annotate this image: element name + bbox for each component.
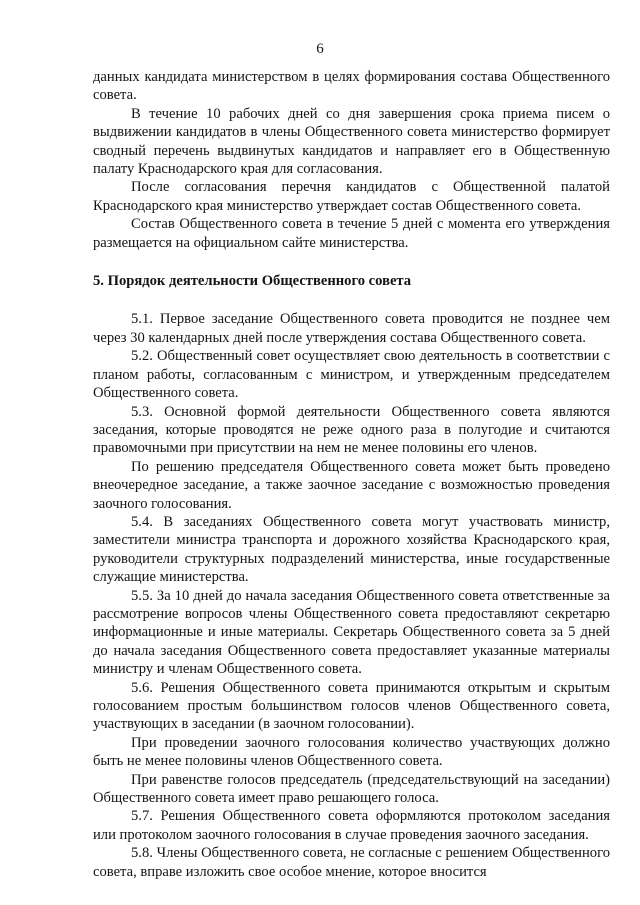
- paragraph-extraordinary-meeting: По решению председателя Общественного совета может быть проведено внеочередное заседание, а также заочное заседание с возможностью проведения заочного голосования.: [93, 458, 610, 512]
- paragraph-5-7: 5.7. Решения Общественного совета оформляются протоколом заседания или протоколом заочного голосования в случае проведения заочного заседания.: [93, 808, 610, 843]
- paragraph-candidate-list: В течение 10 рабочих дней со дня завершения срока приема писем о выдвижении кандидатов в члены Общественного совета министерство формирует сводный перечень выдвинутых кандидатов и направляет его в Общественную палату Краснодарского края для согласования.: [93, 105, 610, 178]
- paragraph-5-1: 5.1. Первое заседание Общественного совета проводится не позднее чем через 30 календарных дней после утверждения состава Общественного совета.: [93, 311, 610, 346]
- paragraph-publication: Состав Общественного совета в течение 5 дней с момента его утверждения размещается на официальном сайте министерства.: [93, 216, 610, 251]
- paragraph-5-8: 5.8. Члены Общественного совета, не согласные с решением Общественного совета, вправе изложить свое особое мнение, которое вносится: [93, 845, 610, 880]
- paragraph-5-2: 5.2. Общественный совет осуществляет свою деятельность в соответствии с планом работы, согласованным с министром, и утвержденным председателем Общественного совета.: [93, 348, 610, 402]
- paragraph-5-4: 5.4. В заседаниях Общественного совета могут участвовать министр, заместители министра транспорта и дорожного хозяйства Краснодарского края, руководители структурных подразделений министерства, иные государственные служащие министерства.: [93, 513, 610, 586]
- paragraph-5-5: 5.5. За 10 дней до начала заседания Общественного совета ответственные за рассмотрение вопросов члены Общественного совета предоставляют секретарю информационные и иные материалы. Секретарь Общественного совета за 5 дней до начала заседания Общественного совета предоставляет указанные материалы министру и членам Общественного совета.: [93, 587, 610, 678]
- paragraph-5-3: 5.3. Основной формой деятельности Общественного совета являются заседания, которые проводятся не реже одного раза в полугодие и считаются правомочными при присутствии на нем не менее половины его членов.: [93, 403, 610, 457]
- paragraph-continuation: данных кандидата министерством в целях формирования состава Общественного совета.: [93, 69, 610, 104]
- paragraph-absentee-vote: При проведении заочного голосования количество участвующих должно быть не менее половины членов Общественного совета.: [93, 734, 610, 770]
- section-heading: 5. Порядок деятельности Общественного совета: [93, 273, 412, 290]
- document-body: [93, 68, 610, 881]
- page-number: 6: [316, 41, 324, 57]
- paragraph-5-6: 5.6. Решения Общественного совета принимаются открытым и скрытым голосованием простым большинством голосов членов Общественного совета, участвующих в заседании (в заочном голосовании).: [93, 679, 610, 733]
- paragraph-approval: После согласования перечня кандидатов с Общественной палатой Краснодарского края министерство утверждает состав Общественного совета.: [93, 179, 610, 214]
- paragraph-tie-vote: При равенстве голосов председатель (председательствующий на заседании) Общественного совета имеет право решающего голоса.: [93, 771, 610, 807]
